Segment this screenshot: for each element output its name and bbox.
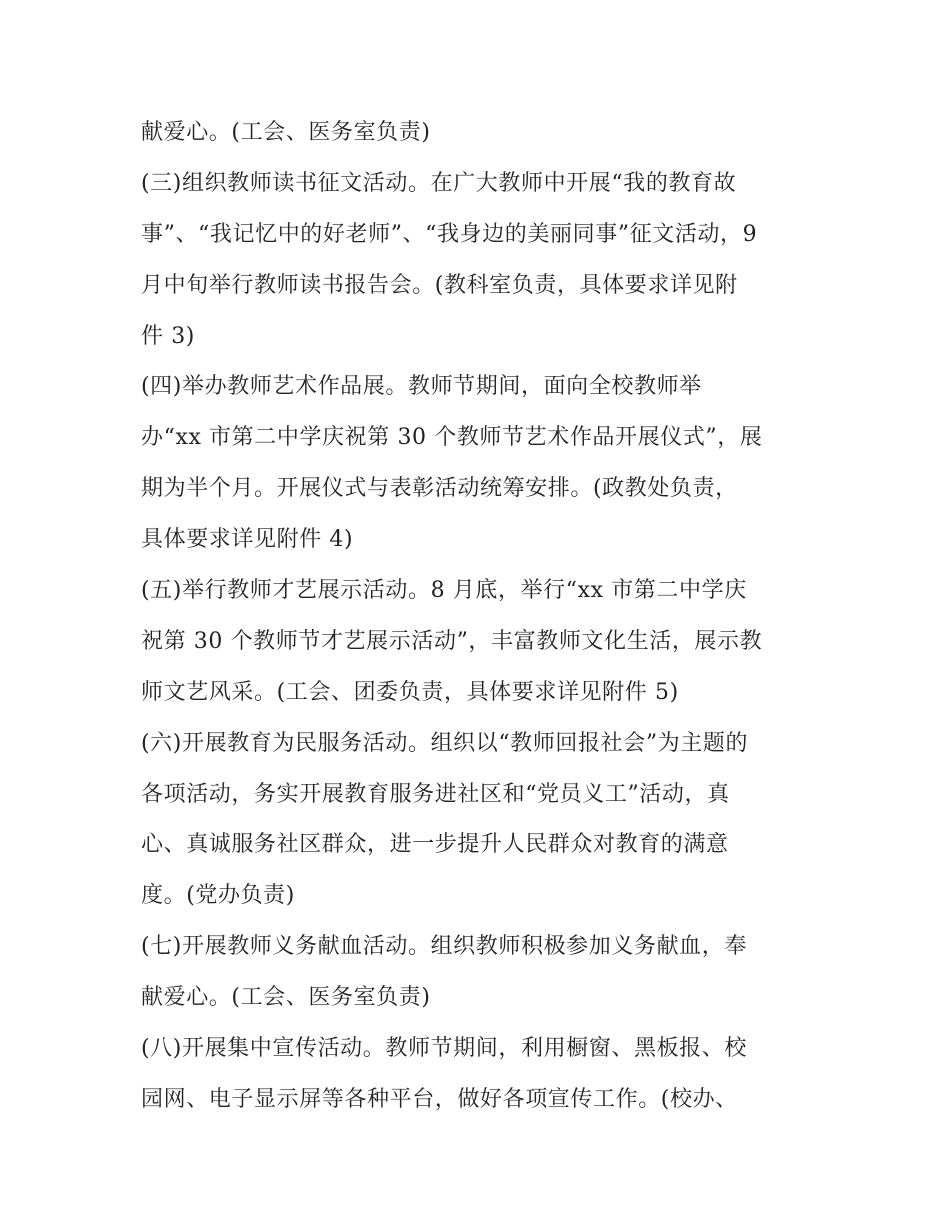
text-line: (六)开展教育为民服务活动。组织以“教师回报社会”为主题的 [141, 730, 749, 756]
text-line: (八)开展集中宣传活动。教师节期间，利用橱窗、黑板报、校 [141, 1036, 747, 1062]
text-line: 期为半个月。开展仪式与表彰活动统筹安排。(政教处负责， [141, 476, 738, 502]
text-line: 具体要求详见附件 4) [141, 527, 354, 553]
text-line: (七)开展教师义务献血活动。组织教师积极参加义务献血，奉 [141, 934, 747, 960]
text-line: 事”、“我记忆中的好老师”、“我身边的美丽同事”征文活动，9 [141, 221, 758, 247]
text-line: 月中旬举行教师读书报告会。(教科室负责，具体要求详见附 [141, 272, 738, 298]
text-line: 祝第 30 个教师节才艺展示活动”，丰富教师文化生活，展示教 [141, 628, 763, 654]
text-line: 献爱心。(工会、医务室负责) [141, 985, 431, 1011]
text-line: 心、真诚服务社区群众，进一步提升人民群众对教育的满意 [141, 832, 729, 858]
text-line: 件 3) [141, 323, 195, 349]
text-line: 献爱心。(工会、医务室负责) [141, 120, 431, 145]
text-line: 各项活动，务实开展教育服务进社区和“党员义工”活动，真 [141, 781, 730, 807]
text-line: 师文艺风采。(工会、团委负责，具体要求详见附件 5) [141, 679, 679, 705]
text-line: 度。(党办负责) [141, 883, 295, 909]
text-line: 园网、电子显示屏等各种平台，做好各项宣传工作。(校办、 [141, 1086, 738, 1112]
text-line: (三)组织教师读书征文活动。在广大教师中开展“我的教育故 [141, 170, 737, 196]
text-line: 办“xx 市第二中学庆祝第 30 个教师节艺术作品开展仪式”，展 [141, 425, 763, 451]
document-body [141, 108, 821, 1126]
text-line: (五)举行教师才艺展示活动。8 月底，举行“xx 市第二中学庆 [141, 578, 747, 604]
text-line: (四)举办教师艺术作品展。教师节期间，面向全校教师举 [141, 374, 702, 400]
